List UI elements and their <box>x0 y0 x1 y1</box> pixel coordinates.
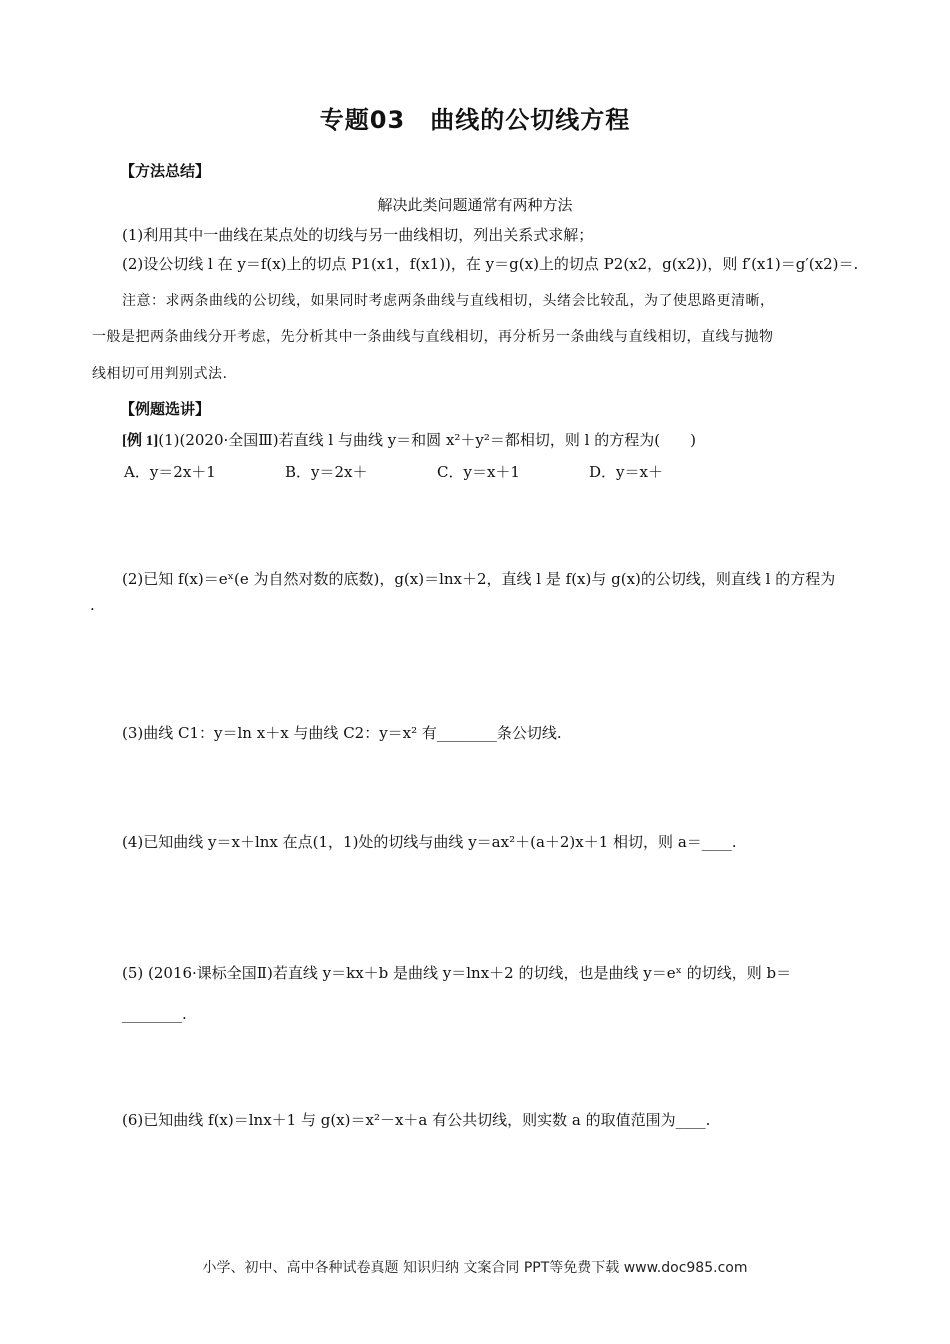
example-1-question-5: (5) (2016·课标全国Ⅱ)若直线 y＝kx＋b 是曲线 y＝lnx＋2 的切线，也是曲线 y＝eˣ 的切线，则 b＝ <box>122 964 792 982</box>
note-line-1: 注意：求两条曲线的公切线，如果同时考虑两条曲线与直线相切，头绪会比较乱，为了使思路更清晰， <box>122 293 775 309</box>
example-1-question-1 <box>122 429 696 452</box>
example-1-question-6: (6)已知曲线 f(x)＝lnx＋1 与 g(x)＝x²－x＋a 有公共切线，则实数 a 的取值范围为____. <box>122 1111 711 1129</box>
example-1-question-2: (2)已知 f(x)＝eˣ(e 为自然对数的底数)，g(x)＝lnx＋2，直线 l 是 f(x)与 g(x)的公切线，则直线 l 的方程为 <box>122 570 836 588</box>
page-title: 专题03 曲线的公切线方程 <box>319 106 631 134</box>
option-a: A．y＝2x＋1 <box>124 463 216 481</box>
method-item-1: (1)利用其中一曲线在某点处的切线与另一曲线相切，列出关系式求解； <box>122 226 594 244</box>
section-heading-examples: 【例题选讲】 <box>120 400 211 418</box>
example-label: [例 1] <box>122 433 159 449</box>
example-1-question-2-end: . <box>90 596 95 614</box>
note-line-2: 一般是把两条曲线分开考虑，先分析其中一条曲线与直线相切，再分析另一条曲线与直线相切，直线与抛物 <box>92 329 774 345</box>
section-heading-method: 【方法总结】 <box>120 162 211 180</box>
option-b: B．y＝2x＋ <box>285 463 368 481</box>
option-c: C．y＝x＋1 <box>437 463 520 481</box>
method-item-2: (2)设公切线 l 在 y＝f(x)上的切点 P1(x1，f(x1))，在 y＝g(x)上的切点 P2(x2，g(x2))，则 f′(x1)＝g′(x2)＝. <box>122 255 859 273</box>
note-line-3: 线相切可用判别式法. <box>92 366 228 382</box>
page-footer: 小学、初中、高中各种试卷真题 知识归纳 文案合同 PPT等免费下载 www.doc985.com <box>202 1260 748 1276</box>
example-1-q1-text: (1)(2020·全国Ⅲ)若直线 l 与曲线 y＝和圆 x²＋y²＝都相切，则 l 的方程为( ) <box>158 431 696 449</box>
method-subtitle: 解决此类问题通常有两种方法 <box>377 196 573 214</box>
example-1-question-3: (3)曲线 C1：y＝ln x＋x 与曲线 C2：y＝x² 有________条公切线. <box>122 724 562 742</box>
option-d: D．y＝x＋ <box>589 463 663 481</box>
example-1-question-4: (4)已知曲线 y＝x＋lnx 在点(1，1)处的切线与曲线 y＝ax²＋(a＋2)x＋1 相切，则 a＝____. <box>122 833 737 851</box>
example-1-question-5-blank: ________. <box>122 1005 187 1023</box>
